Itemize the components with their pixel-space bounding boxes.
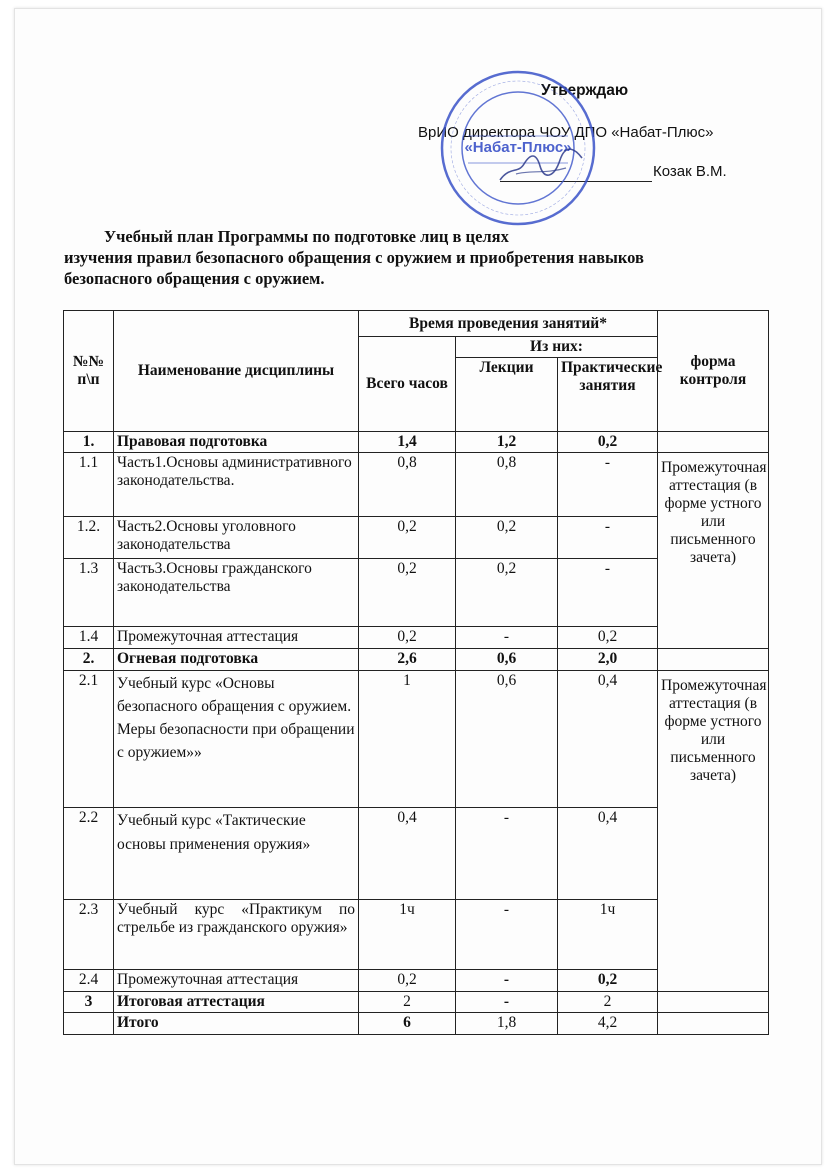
final-practice: 2: [558, 992, 658, 1013]
row-number: 2.3: [64, 900, 114, 970]
row-number: 1.1: [64, 453, 114, 517]
row-name: Учебный курс «Основы безопасного обращения с оружием. Меры безопасности при обращении с оружием»»: [114, 671, 359, 808]
summary-row: [64, 1013, 769, 1035]
row-name: Учебный курс «Практикум по стрельбе из гражданского оружия»: [114, 900, 359, 970]
row-total: 0,2: [359, 517, 456, 559]
row-practice: 0,2: [558, 627, 658, 649]
section-row: [64, 432, 769, 453]
header-number: №№ п\п: [64, 311, 114, 432]
control-form-cell: Промежуточная аттестация (в форме устного или письменного зачета): [658, 671, 769, 992]
section-number: 1.: [64, 432, 114, 453]
row-lectures: 0,8: [456, 453, 558, 517]
row-practice: -: [558, 453, 658, 517]
row-total: 0,2: [359, 970, 456, 992]
document-title: [64, 226, 764, 289]
final-total: 2: [359, 992, 456, 1013]
table-row: [64, 453, 769, 517]
summary-lectures: 1,8: [456, 1013, 558, 1035]
row-number: 2.2: [64, 808, 114, 900]
section-lectures: 0,6: [456, 649, 558, 671]
summary-control-empty: [658, 1013, 769, 1035]
header-total: Всего часов: [359, 337, 456, 432]
row-lectures: 0,6: [456, 671, 558, 808]
final-number: 3: [64, 992, 114, 1013]
row-name: Часть3.Основы гражданского законодательства: [114, 559, 359, 627]
header-control: форма контроля: [658, 311, 769, 432]
stamp-center-text: «Набат-Плюс»: [464, 139, 572, 156]
section-lectures: 1,2: [456, 432, 558, 453]
row-practice: 0,4: [558, 671, 658, 808]
header-lectures: Лекции: [456, 358, 558, 432]
section-control-empty: [658, 432, 769, 453]
signature: [496, 144, 586, 188]
summary-number-empty: [64, 1013, 114, 1035]
row-name: Учебный курс «Тактические основы применения оружия»: [114, 808, 359, 900]
row-practice: 0,2: [558, 970, 658, 992]
row-name: Часть2.Основы уголовного законодательства: [114, 517, 359, 559]
table-row: [64, 671, 769, 808]
row-number: 1.3: [64, 559, 114, 627]
row-number: 2.4: [64, 970, 114, 992]
curriculum-table: [63, 310, 769, 1035]
row-lectures: -: [456, 627, 558, 649]
header-time: Время проведения занятий*: [359, 311, 658, 337]
row-number: 1.2.: [64, 517, 114, 559]
row-name: Промежуточная аттестация: [114, 970, 359, 992]
section-name: Огневая подготовка: [114, 649, 359, 671]
section-number: 2.: [64, 649, 114, 671]
header-practice: Практические занятия: [558, 358, 658, 432]
section-row: [64, 649, 769, 671]
row-total: 1ч: [359, 900, 456, 970]
row-total: 0,4: [359, 808, 456, 900]
approval-name: Козак В.М.: [653, 163, 727, 180]
row-practice: -: [558, 559, 658, 627]
final-name: Итоговая аттестация: [114, 992, 359, 1013]
row-lectures: -: [456, 900, 558, 970]
title-line-1: Учебный план Программы по подготовке лиц в целях: [104, 227, 509, 246]
summary-practice: 4,2: [558, 1013, 658, 1035]
summary-name: Итого: [114, 1013, 359, 1035]
section-practice: 0,2: [558, 432, 658, 453]
row-practice: -: [558, 517, 658, 559]
row-lectures: 0,2: [456, 559, 558, 627]
header-of-which: Из них:: [456, 337, 658, 358]
title-line-3: безопасного обращения с оружием.: [64, 269, 325, 288]
control-form-cell: Промежуточная аттестация (в форме устного или письменного зачета): [658, 453, 769, 649]
header-name: Наименование дисциплины: [114, 311, 359, 432]
section-total: 2,6: [359, 649, 456, 671]
approval-title: Утверждаю: [541, 82, 629, 99]
row-total: 1: [359, 671, 456, 808]
row-total: 0,2: [359, 559, 456, 627]
final-control-empty: [658, 992, 769, 1013]
row-lectures: -: [456, 970, 558, 992]
row-practice: 1ч: [558, 900, 658, 970]
section-control-empty: [658, 649, 769, 671]
approval-position: ВрИО директора ЧОУ ДПО «Набат-Плюс»: [418, 124, 714, 141]
section-total: 1,4: [359, 432, 456, 453]
row-name: Часть1.Основы административного законодательства.: [114, 453, 359, 517]
row-practice: 0,4: [558, 808, 658, 900]
section-practice: 2,0: [558, 649, 658, 671]
row-total: 0,2: [359, 627, 456, 649]
row-total: 0,8: [359, 453, 456, 517]
row-name: Промежуточная аттестация: [114, 627, 359, 649]
row-lectures: -: [456, 808, 558, 900]
final-row: [64, 992, 769, 1013]
title-line-2: изучения правил безопасного обращения с оружием и приобретения навыков: [64, 248, 644, 267]
row-lectures: 0,2: [456, 517, 558, 559]
row-number: 1.4: [64, 627, 114, 649]
section-name: Правовая подготовка: [114, 432, 359, 453]
final-lectures: -: [456, 992, 558, 1013]
summary-total: 6: [359, 1013, 456, 1035]
row-number: 2.1: [64, 671, 114, 808]
